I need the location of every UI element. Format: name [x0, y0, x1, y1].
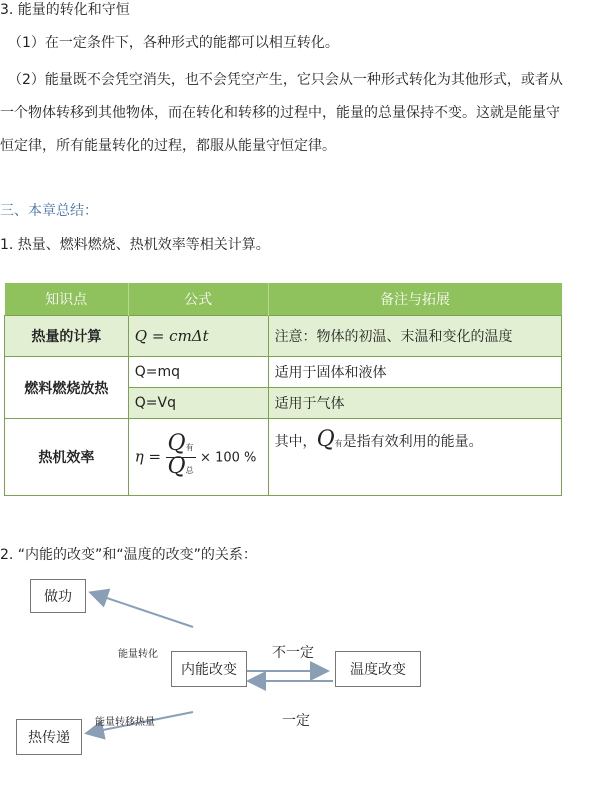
row-fuel-name: 燃料燃烧放热	[5, 357, 129, 419]
box-internal-energy: 内能改变	[171, 651, 247, 687]
summary-item1: 1. 热量、燃料燃烧、热机效率等相关计算。	[0, 237, 270, 253]
eta-symbol: η =	[134, 447, 162, 465]
section3-point2-line3: 恒定律，所有能量转化的过程，都服从能量守恒定律。	[0, 138, 336, 154]
row-fuel-formula-b: Q=Vq	[128, 388, 268, 419]
row-heat-note: 注意：物体的初温、末温和变化的温度	[268, 316, 561, 357]
note-suffix: 是指有效利用的能量。	[342, 434, 483, 450]
note-q-sub: 有	[334, 439, 343, 448]
table-header-notes: 备注与拓展	[268, 283, 561, 316]
table-header-formula: 公式	[128, 283, 268, 316]
times-100-percent: × 100 %	[200, 450, 257, 465]
section3-point1: （1）在一定条件下，各种形式的能都可以相互转化。	[8, 35, 339, 51]
label-certainly: 一定	[282, 713, 310, 729]
table-header-knowledge: 知识点	[5, 283, 129, 316]
fraction-numerator-q: Q	[167, 430, 186, 456]
fraction-numerator-sub: 有	[185, 442, 194, 452]
item2-heading: 2. “内能的改变”和“温度的改变”的关系：	[0, 547, 257, 563]
row-fuel-note-b: 适用于气体	[268, 388, 561, 419]
row-fuel-note-a: 适用于固体和液体	[268, 357, 561, 388]
section3-point2-line1: （2）能量既不会凭空消失，也不会凭空产生，它只会从一种形式转化为其他形式，或者从	[8, 72, 563, 88]
row-heat-name: 热量的计算	[5, 316, 129, 357]
label-energy-conversion: 能量转化	[118, 649, 158, 660]
summary-heading: 三、本章总结：	[0, 203, 98, 219]
note-prefix: 其中，	[274, 434, 317, 450]
box-heat-transfer: 热传递	[16, 719, 82, 755]
box-temperature: 温度改变	[335, 651, 421, 687]
arrow-internal-to-work	[92, 593, 193, 627]
fraction-denominator-sub: 总	[185, 465, 194, 475]
note-q: Q	[316, 427, 335, 452]
row-fuel-formula-a: Q=mq	[128, 357, 268, 388]
row-heat-formula: Q = cmΔt	[128, 316, 268, 357]
box-work: 做功	[30, 579, 86, 613]
label-not-necessarily: 不一定	[272, 645, 314, 661]
section3-heading: 3. 能量的转化和守恒	[0, 2, 130, 18]
section3-point2-line2: 一个物体转移到其他物体，而在转化和转移的过程中，能量的总量保持不变。这就是能量守	[0, 105, 560, 121]
label-energy-transfer: 能量转移热量	[95, 717, 155, 728]
row-eff-name: 热机效率	[5, 419, 129, 496]
fraction-denominator-q: Q	[167, 453, 186, 479]
